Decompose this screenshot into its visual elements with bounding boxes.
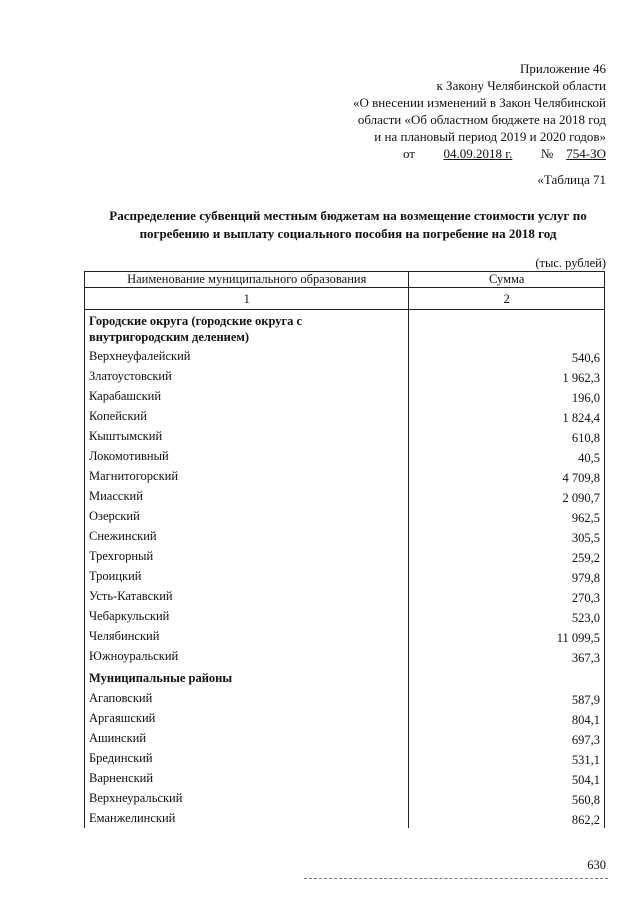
subvention-amount: 531,1 — [409, 748, 605, 768]
column-index-1: 1 — [85, 288, 409, 310]
table-row — [85, 748, 605, 768]
subvention-amount: 523,0 — [409, 606, 605, 626]
municipality-name: Снежинский — [85, 526, 409, 546]
table-row — [85, 606, 605, 626]
subvention-amount: 697,3 — [409, 728, 605, 748]
number-label: № — [540, 146, 554, 161]
subvention-amount: 367,3 — [409, 646, 605, 666]
document-title: Распределение субвенций местным бюджетам на возмещение стоимости услуг по погребению и выплату социального пособия на погребение на 2018 год — [109, 208, 587, 241]
subvention-amount: 979,8 — [409, 566, 605, 586]
table-row — [85, 386, 605, 406]
column-header-sum: Сумма — [409, 272, 605, 288]
appendix-header — [353, 60, 606, 162]
group-row-municipal-districts — [85, 666, 605, 688]
municipality-name: Озерский — [85, 506, 409, 526]
municipality-name: Трехгорный — [85, 546, 409, 566]
table-row — [85, 566, 605, 586]
subvention-amount: 40,5 — [409, 446, 605, 466]
subvention-amount: 610,8 — [409, 426, 605, 446]
subvention-amount: 270,3 — [409, 586, 605, 606]
table-row — [85, 646, 605, 666]
law-number: 754-ЗО — [566, 146, 606, 161]
subvention-amount: 962,5 — [409, 506, 605, 526]
municipality-name: Златоустовский — [85, 366, 409, 386]
group-title: Городские округа (городские округа с внутригородским делением) — [85, 310, 409, 347]
municipality-name: Карабашский — [85, 386, 409, 406]
table-row — [85, 426, 605, 446]
page-number: 630 — [587, 858, 606, 872]
table-row — [85, 526, 605, 546]
column-header-name: Наименование муниципального образования — [85, 272, 409, 288]
group-title: Муниципальные районы — [85, 666, 409, 688]
municipality-name: Аргаяшский — [85, 708, 409, 728]
group-row-urban-districts — [85, 310, 605, 347]
subvention-table — [84, 271, 605, 828]
municipality-name: Магнитогорский — [85, 466, 409, 486]
subvention-amount: 540,6 — [409, 346, 605, 366]
municipality-name: Верхнеуральский — [85, 788, 409, 808]
table-row — [85, 708, 605, 728]
subvention-amount: 4 709,8 — [409, 466, 605, 486]
municipality-name: Кыштымский — [85, 426, 409, 446]
municipality-name: Усть-Катавский — [85, 586, 409, 606]
table-row — [85, 366, 605, 386]
table-row — [85, 346, 605, 366]
law-date: 04.09.2018 г. — [443, 146, 513, 161]
table-row — [85, 466, 605, 486]
urban-districts-rows — [85, 346, 605, 666]
subvention-amount: 196,0 — [409, 386, 605, 406]
municipality-name: Варненский — [85, 768, 409, 788]
appendix-line: и на плановый период 2019 и 2020 годов» — [374, 129, 606, 144]
column-index-2: 2 — [409, 288, 605, 310]
municipality-name: Миасский — [85, 486, 409, 506]
subvention-amount: 305,5 — [409, 526, 605, 546]
municipality-name: Локомотивный — [85, 446, 409, 466]
table-row — [85, 506, 605, 526]
table-row — [85, 626, 605, 646]
municipality-name: Еманжелинский — [85, 808, 409, 828]
table-row — [85, 586, 605, 606]
subvention-amount: 2 090,7 — [409, 486, 605, 506]
subvention-amount: 560,8 — [409, 788, 605, 808]
appendix-line: области «Об областном бюджете на 2018 год — [357, 112, 606, 127]
table-row — [85, 406, 605, 426]
table-row — [85, 788, 605, 808]
table-row — [85, 808, 605, 828]
municipality-name: Брединский — [85, 748, 409, 768]
appendix-line: «О внесении изменений в Закон Челябинской — [352, 95, 606, 110]
municipal-districts-rows — [85, 688, 605, 828]
from-label: от — [402, 146, 415, 161]
municipality-name: Южноуральский — [85, 646, 409, 666]
units-label: (тыс. рублей) — [535, 256, 606, 270]
subvention-amount: 587,9 — [409, 688, 605, 708]
subvention-amount: 804,1 — [409, 708, 605, 728]
table-label: «Таблица 71 — [537, 172, 606, 187]
appendix-date-line — [353, 145, 606, 162]
table-row — [85, 688, 605, 708]
subvention-amount: 1 962,3 — [409, 366, 605, 386]
column-index-row — [85, 288, 605, 310]
municipality-name: Верхнеуфалейский — [85, 346, 409, 366]
municipality-name: Челябинский — [85, 626, 409, 646]
municipality-name: Агаповский — [85, 688, 409, 708]
subvention-amount: 11 099,5 — [409, 626, 605, 646]
table-row — [85, 768, 605, 788]
subvention-amount: 862,2 — [409, 808, 605, 828]
table-row — [85, 546, 605, 566]
table-header-row — [85, 272, 605, 288]
footer-divider — [304, 878, 608, 879]
subvention-amount: 259,2 — [409, 546, 605, 566]
subvention-amount: 1 824,4 — [409, 406, 605, 426]
table-row — [85, 446, 605, 466]
municipality-name: Троицкий — [85, 566, 409, 586]
table-row — [85, 486, 605, 506]
table-row — [85, 728, 605, 748]
appendix-line: к Закону Челябинской области — [436, 78, 606, 93]
municipality-name: Ашинский — [85, 728, 409, 748]
municipality-name: Чебаркульский — [85, 606, 409, 626]
appendix-line: Приложение 46 — [519, 61, 606, 76]
municipality-name: Копейский — [85, 406, 409, 426]
subvention-amount: 504,1 — [409, 768, 605, 788]
